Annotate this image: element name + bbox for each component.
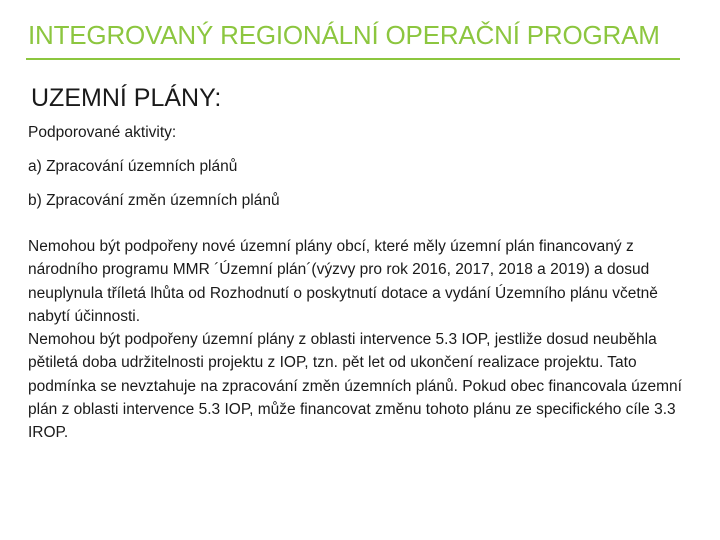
activities-label: Podporované aktivity:	[28, 124, 177, 141]
section-heading: UZEMNÍ PLÁNY:	[31, 84, 222, 112]
title-underline	[26, 58, 680, 60]
slide-title: INTEGROVANÝ REGIONÁLNÍ OPERAČNÍ PROGRAM	[28, 20, 660, 50]
paragraph-restriction-1: Nemohou být podpořeny nové územní plány obcí, které měly územní plán financovaný z národního programu MMR ´Územní plán´(výzvy pro rok 2016, 2017, 2018 a 2019) a dosud neuplynula tříletá lhůta od Rozhodnutí o poskytnutí dotace a vydání Územního plánu včetně nabytí účinnosti.	[28, 238, 658, 325]
activity-item-a: a) Zpracování územních plánů	[28, 158, 238, 175]
paragraph-restriction-2: Nemohou být podpořeny územní plány z oblasti intervence 5.3 IOP, jestliže dosud neuběhla pětiletá doba udržitelnosti projektu z IOP, tzn. pět let od ukončení realizace projektu. Tato podmínka se nevztahuje na zpracování změn územních plánů. Pokud obec financovala územní plán z oblasti intervence 5.3 IOP, může financovat změnu tohoto plánu ze specifického cíle 3.3 IROP.	[28, 331, 682, 442]
activity-item-b: b) Zpracování změn územních plánů	[28, 192, 280, 209]
